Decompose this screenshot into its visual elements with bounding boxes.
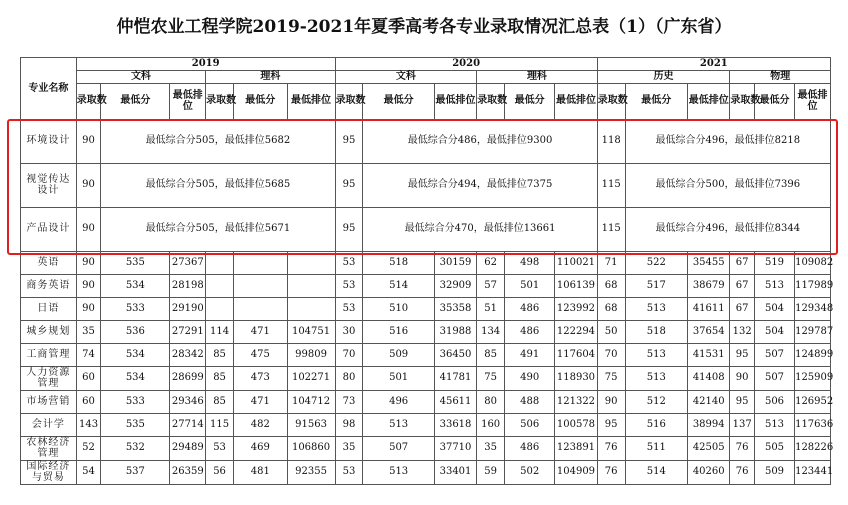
min-score: 522 [625,251,687,274]
admit-count: 90 [76,119,101,163]
min-rank-header: 最低排位 [688,83,730,119]
admit-count: 30 [335,320,363,343]
group-header-2021-physics: 物理 [730,70,831,83]
min-rank: 104712 [287,390,335,413]
min-score-header: 最低分 [234,83,288,119]
admit-count: 85 [477,343,505,366]
major-name: 会计学 [21,413,77,436]
min-rank-header: 最低排位 [795,83,831,119]
admit-count [206,251,234,274]
admit-count: 115 [597,207,625,251]
group-header-2019-wenke: 文科 [76,70,205,83]
admit-count: 68 [597,297,625,320]
admit-count: 75 [477,366,505,390]
admit-count-header: 录取数 [730,83,755,119]
min-score-header: 最低分 [625,83,687,119]
admit-count: 56 [206,460,234,484]
min-score-header: 最低分 [363,83,434,119]
major-name: 环境设计 [21,119,77,163]
table-row [21,163,831,207]
min-rank: 129787 [795,320,831,343]
admit-count: 98 [335,413,363,436]
min-rank: 41408 [688,366,730,390]
table-row [21,366,831,390]
score-note: 最低综合分496，最低排位8218 [625,119,830,163]
min-rank: 124899 [795,343,831,366]
year-header-2021: 2021 [597,58,830,71]
min-rank [287,297,335,320]
admit-count: 85 [206,343,234,366]
min-score: 482 [234,413,288,436]
min-rank: 123891 [555,436,597,460]
min-score [234,274,288,297]
min-score: 481 [234,460,288,484]
min-score: 504 [754,320,794,343]
admit-count: 85 [206,390,234,413]
admit-count: 95 [335,163,363,207]
min-score: 518 [625,320,687,343]
admit-count: 143 [76,413,101,436]
header-col-row [21,83,831,119]
min-score: 513 [754,274,794,297]
min-score: 504 [754,297,794,320]
min-score: 506 [754,390,794,413]
min-rank: 129348 [795,297,831,320]
admit-count: 53 [335,297,363,320]
min-rank: 41611 [688,297,730,320]
min-rank: 28198 [170,274,206,297]
min-rank: 33618 [434,413,476,436]
min-rank-header: 最低排位 [434,83,476,119]
admit-count-header: 录取数 [206,83,234,119]
major-name: 人力资源管理 [21,366,77,390]
min-score [234,297,288,320]
score-note: 最低综合分505，最低排位5671 [101,207,335,251]
min-score: 519 [754,251,794,274]
admit-count: 90 [597,390,625,413]
min-score: 507 [754,343,794,366]
score-note: 最低综合分494，最低排位7375 [363,163,597,207]
min-score: 517 [625,274,687,297]
min-score-header: 最低分 [505,83,555,119]
min-score: 471 [234,390,288,413]
major-name: 农林经济管理 [21,436,77,460]
admit-count: 90 [76,207,101,251]
admit-count: 70 [335,343,363,366]
admit-count: 90 [76,251,101,274]
min-score: 486 [505,297,555,320]
min-score: 514 [363,274,434,297]
min-score [234,251,288,274]
min-rank: 36450 [434,343,476,366]
min-rank: 104751 [287,320,335,343]
admit-count-header: 录取数 [335,83,363,119]
min-rank: 29190 [170,297,206,320]
table-row [21,320,831,343]
admit-count-header: 录取数 [597,83,625,119]
major-name: 视觉传达设计 [21,163,77,207]
min-score: 501 [363,366,434,390]
major-name: 商务英语 [21,274,77,297]
admit-count-header: 录取数 [477,83,505,119]
admit-count: 62 [477,251,505,274]
min-score: 469 [234,436,288,460]
table-row [21,274,831,297]
admit-count: 80 [335,366,363,390]
min-rank: 32909 [434,274,476,297]
admit-count: 137 [730,413,755,436]
admit-count: 115 [597,163,625,207]
admit-count: 53 [335,251,363,274]
admit-count: 95 [335,119,363,163]
min-score: 506 [505,413,555,436]
min-rank: 100578 [555,413,597,436]
admit-count: 95 [730,390,755,413]
min-score: 512 [625,390,687,413]
admit-count: 73 [335,390,363,413]
group-header-2020-wenke: 文科 [335,70,477,83]
table-row [21,390,831,413]
min-rank: 33401 [434,460,476,484]
admit-count: 95 [730,343,755,366]
header-year-row [21,58,831,71]
group-header-2021-history: 历史 [597,70,730,83]
major-name: 国际经济与贸易 [21,460,77,484]
admit-count: 90 [76,274,101,297]
min-score: 533 [101,297,170,320]
min-score: 511 [625,436,687,460]
min-rank: 26359 [170,460,206,484]
min-rank: 106139 [555,274,597,297]
admit-count: 67 [730,297,755,320]
min-score: 509 [754,460,794,484]
min-score: 535 [101,413,170,436]
min-rank: 123992 [555,297,597,320]
score-note: 最低综合分505，最低排位5682 [101,119,335,163]
admit-count: 134 [477,320,505,343]
min-rank: 42140 [688,390,730,413]
score-note: 最低综合分470，最低排位13661 [363,207,597,251]
min-rank: 126952 [795,390,831,413]
min-score: 516 [363,320,434,343]
min-score: 502 [505,460,555,484]
min-rank: 35358 [434,297,476,320]
admit-count: 67 [730,274,755,297]
header-group-row [21,70,831,83]
min-rank: 41781 [434,366,476,390]
admit-count: 90 [730,366,755,390]
min-score: 471 [234,320,288,343]
min-rank: 28342 [170,343,206,366]
min-rank: 45611 [434,390,476,413]
min-score: 534 [101,366,170,390]
admit-count: 35 [335,436,363,460]
admit-count: 76 [597,436,625,460]
min-score: 488 [505,390,555,413]
admit-count: 76 [730,436,755,460]
min-rank: 125909 [795,366,831,390]
admit-count: 74 [76,343,101,366]
admit-count: 95 [597,413,625,436]
min-score: 533 [101,390,170,413]
min-rank: 117604 [555,343,597,366]
min-score: 513 [754,413,794,436]
min-rank: 38994 [688,413,730,436]
min-rank: 29346 [170,390,206,413]
score-note: 最低综合分500，最低排位7396 [625,163,830,207]
major-name: 日语 [21,297,77,320]
min-score: 513 [625,297,687,320]
major-name: 城乡规划 [21,320,77,343]
min-rank: 35455 [688,251,730,274]
table-row [21,343,831,366]
min-score: 537 [101,460,170,484]
admit-count: 76 [730,460,755,484]
admit-count: 53 [335,274,363,297]
min-score-header: 最低分 [754,83,794,119]
min-rank-header: 最低排位 [555,83,597,119]
admit-count: 90 [76,297,101,320]
admit-count-header: 录取数 [76,83,101,119]
min-rank-header: 最低排位 [287,83,335,119]
admit-count: 114 [206,320,234,343]
admit-count: 51 [477,297,505,320]
min-score: 532 [101,436,170,460]
min-rank [287,251,335,274]
min-score: 516 [625,413,687,436]
min-score: 513 [363,413,434,436]
min-score: 510 [363,297,434,320]
admit-count: 35 [477,436,505,460]
min-rank: 123441 [795,460,831,484]
min-score: 514 [625,460,687,484]
admit-count: 118 [597,119,625,163]
min-score: 473 [234,366,288,390]
admit-count: 76 [597,460,625,484]
admit-count: 53 [206,436,234,460]
min-rank: 128226 [795,436,831,460]
min-rank: 118930 [555,366,597,390]
min-rank: 38679 [688,274,730,297]
admit-count: 50 [597,320,625,343]
min-score: 475 [234,343,288,366]
major-name: 英语 [21,251,77,274]
score-note: 最低综合分496，最低排位8344 [625,207,830,251]
min-rank: 27291 [170,320,206,343]
min-score: 513 [625,343,687,366]
min-rank-header: 最低排位 [170,83,206,119]
min-score: 534 [101,274,170,297]
group-header-2019-like: 理科 [206,70,335,83]
min-score: 501 [505,274,555,297]
min-rank: 29489 [170,436,206,460]
admit-count: 67 [730,251,755,274]
min-rank: 91563 [287,413,335,436]
admit-count: 70 [597,343,625,366]
admit-count [206,274,234,297]
min-score: 505 [754,436,794,460]
min-score: 486 [505,436,555,460]
min-rank: 122294 [555,320,597,343]
table-row [21,251,831,274]
table-row [21,207,831,251]
min-rank: 27714 [170,413,206,436]
admit-count: 60 [76,366,101,390]
min-rank: 28699 [170,366,206,390]
admit-count: 80 [477,390,505,413]
min-rank [287,274,335,297]
major-name: 市场营销 [21,390,77,413]
table-row [21,436,831,460]
min-rank: 42505 [688,436,730,460]
min-score: 534 [101,343,170,366]
min-score: 486 [505,320,555,343]
min-rank: 117989 [795,274,831,297]
min-score: 536 [101,320,170,343]
min-rank: 110021 [555,251,597,274]
min-score: 507 [754,366,794,390]
major-name-header: 专业名称 [21,58,77,120]
min-rank: 40260 [688,460,730,484]
table-row [21,119,831,163]
min-score: 513 [625,366,687,390]
min-rank: 99809 [287,343,335,366]
min-rank: 30159 [434,251,476,274]
admit-count: 85 [206,366,234,390]
score-note: 最低综合分486，最低排位9300 [363,119,597,163]
min-score: 496 [363,390,434,413]
min-rank: 121322 [555,390,597,413]
min-score: 491 [505,343,555,366]
admit-count: 115 [206,413,234,436]
admit-count: 132 [730,320,755,343]
major-name: 产品设计 [21,207,77,251]
min-rank: 37654 [688,320,730,343]
min-score: 498 [505,251,555,274]
admit-count: 54 [76,460,101,484]
admit-count [206,297,234,320]
min-score: 518 [363,251,434,274]
admit-count: 60 [76,390,101,413]
admit-count: 57 [477,274,505,297]
admit-count: 53 [335,460,363,484]
admit-count: 68 [597,274,625,297]
year-header-2019: 2019 [76,58,335,71]
admit-count: 59 [477,460,505,484]
table-row [21,460,831,484]
min-score: 513 [363,460,434,484]
table-row [21,413,831,436]
min-score-header: 最低分 [101,83,170,119]
admit-count: 35 [76,320,101,343]
min-rank: 106860 [287,436,335,460]
admit-count: 90 [76,163,101,207]
admit-count: 160 [477,413,505,436]
admit-count: 71 [597,251,625,274]
admission-table [20,57,834,485]
group-header-2020-like: 理科 [477,70,598,83]
admit-count: 52 [76,436,101,460]
min-score: 509 [363,343,434,366]
page-title: 仲恺农业工程学院2019-2021年夏季高考各专业录取情况汇总表（1）（广东省） [116,17,732,37]
admit-count: 95 [335,207,363,251]
min-rank: 31988 [434,320,476,343]
min-rank: 109082 [795,251,831,274]
min-rank: 37710 [434,436,476,460]
min-rank: 41531 [688,343,730,366]
min-rank: 27367 [170,251,206,274]
min-rank: 104909 [555,460,597,484]
year-header-2020: 2020 [335,58,597,71]
min-score: 490 [505,366,555,390]
min-rank: 102271 [287,366,335,390]
min-score: 507 [363,436,434,460]
table-row [21,297,831,320]
min-rank: 92355 [287,460,335,484]
min-score: 535 [101,251,170,274]
major-name: 工商管理 [21,343,77,366]
min-rank: 117636 [795,413,831,436]
score-note: 最低综合分505，最低排位5685 [101,163,335,207]
admit-count: 75 [597,366,625,390]
